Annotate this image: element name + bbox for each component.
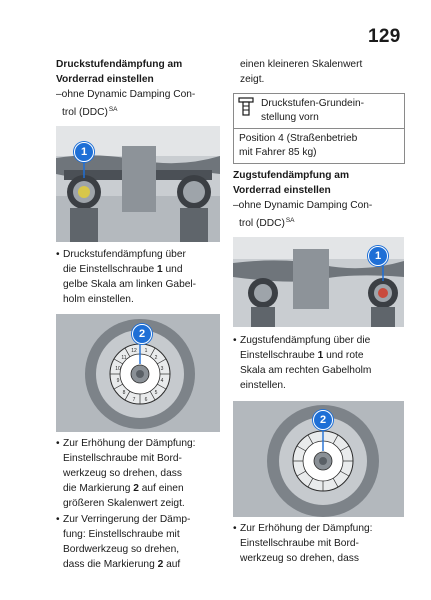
dial-number: 9 — [116, 378, 120, 384]
default-setting-box — [233, 93, 405, 164]
page-number: 129 — [368, 26, 401, 47]
dial-number: 10 — [115, 366, 121, 372]
dial-number: 1 — [144, 348, 148, 354]
section-heading: Druckstufendämpfung am Vorderrad einstellen — [56, 59, 183, 85]
default-setting-label: Druckstufen-Grundein- stellung vorn — [261, 98, 365, 123]
instruction-bullet: • Zur Verringerung der Dämp- fung: Einstellschraube mit Bordwerkzeug so drehen, dass die Markierung 2 auf — [56, 512, 220, 572]
dial-number: 11 — [121, 355, 127, 361]
instruction-bullet: • Druckstufendämpfung über die Einstellschraube 1 und gelbe Skala am linken Gabel- holm einstellen. — [56, 247, 220, 307]
callout-badge: 1 — [74, 142, 94, 162]
condition-note: –ohne Dynamic Damping Con- trol (DDC)$^{SA}$ — [56, 89, 196, 118]
dial-number: 3 — [160, 366, 164, 372]
left-column — [56, 57, 220, 572]
dial-number: 7 — [132, 397, 136, 403]
instruction-bullet: • Zur Erhöhung der Dämpfung: Einstellschraube mit Bord- werkzeug so drehen, dass die Markierung 2 auf einen größeren Skalenwert zeigt. — [56, 436, 220, 511]
right-column — [233, 57, 405, 566]
instruction-bullet: • Zugstufendämpfung über die Einstellschraube 1 und rote Skala am rechten Gabelholm einstellen. — [233, 333, 405, 393]
dial-number: 2 — [154, 355, 158, 361]
section-heading: Zugstufendämpfung am Vorderrad einstellen — [233, 170, 350, 196]
fork-adjuster-icon — [237, 97, 255, 117]
callout-badge: 1 — [368, 246, 388, 266]
figure-left-fork-compression — [56, 126, 220, 242]
dial-number: 6 — [144, 397, 148, 403]
dial-number: 8 — [122, 390, 126, 396]
condition-note: –ohne Dynamic Damping Con- trol (DDC)$^{SA}$ — [233, 200, 373, 229]
callout-badge: 2 — [313, 410, 333, 430]
continued-text: einen kleineren Skalenwert zeigt. — [240, 59, 363, 85]
dial-number: 5 — [154, 390, 158, 396]
dial-number: 12 — [131, 348, 137, 354]
figure-right-dial-closeup — [233, 401, 404, 517]
default-setting-value: Position 4 (Straßenbetrieb mit Fahrer 85 kg) — [239, 133, 358, 158]
figure-left-dial-closeup — [56, 314, 220, 432]
figure-right-fork-rebound — [233, 237, 404, 327]
default-setting-header — [234, 94, 404, 129]
callout-badge: 2 — [132, 324, 152, 344]
instruction-bullet: • Zur Erhöhung der Dämpfung: Einstellschraube mit Bord- werkzeug so drehen, dass — [233, 521, 405, 566]
dial-number: 4 — [160, 378, 164, 384]
